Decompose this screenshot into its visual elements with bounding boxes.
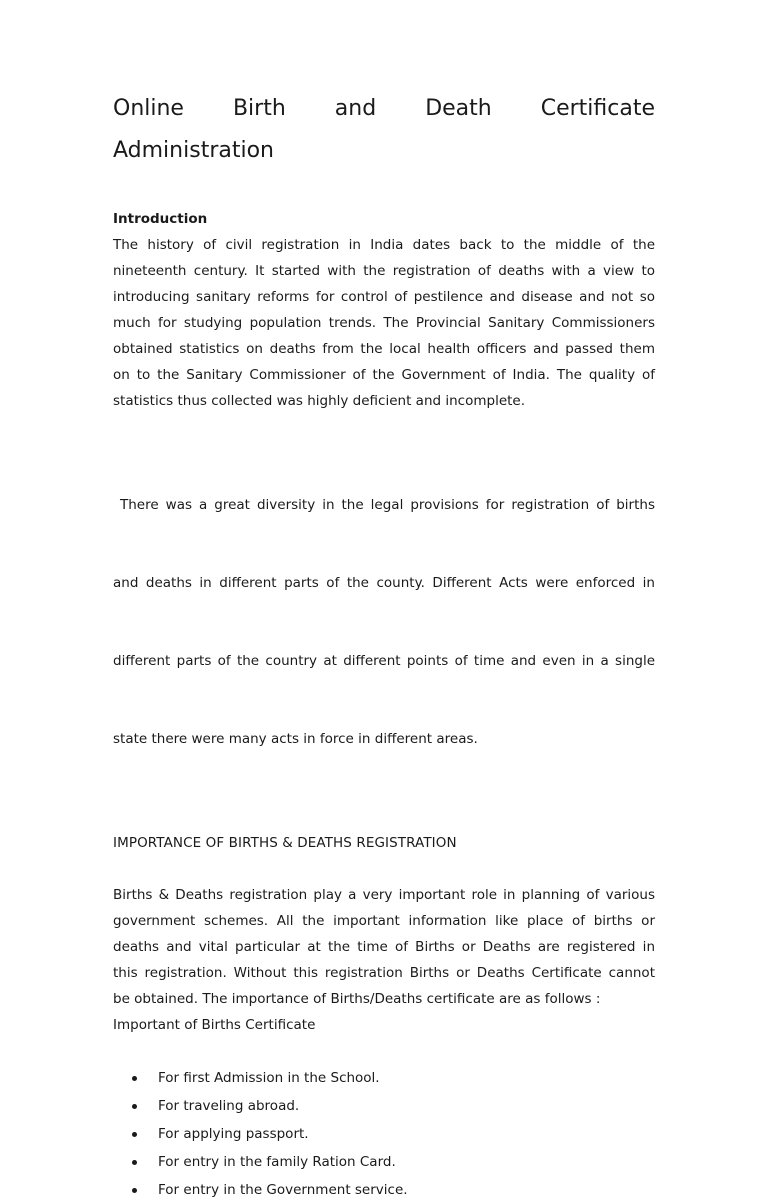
paragraph-line: introducing sanitary reforms for control of pestilence and disease and not so bbox=[113, 289, 655, 305]
spacer bbox=[113, 856, 655, 882]
spacer bbox=[113, 414, 655, 440]
paragraph-line: The history of civil registration in India dates back to the middle of the bbox=[113, 237, 655, 253]
paragraph-line: nineteenth century. It started with the registration of deaths with a view to bbox=[113, 263, 655, 279]
paragraph-line: and deaths in different parts of the county. Different Acts were enforced in bbox=[113, 575, 655, 591]
importance-paragraph bbox=[113, 882, 655, 1038]
document-title bbox=[113, 88, 655, 172]
list-item-text: For entry in the family Ration Card. bbox=[158, 1154, 396, 1170]
list-item bbox=[113, 1064, 655, 1092]
bullet-icon bbox=[132, 1104, 137, 1109]
paragraph-line: Important of Births Certificate bbox=[113, 1017, 316, 1033]
paragraph-line: government schemes. All the important information like place of births or bbox=[113, 913, 655, 929]
introduction-paragraph-2 bbox=[113, 440, 655, 804]
bullet-icon bbox=[132, 1076, 137, 1081]
paragraph-line: state there were many acts in force in different areas. bbox=[113, 731, 478, 747]
bullet-icon bbox=[132, 1160, 137, 1165]
paragraph-line: this registration. Without this registration Births or Deaths Certificate cannot bbox=[113, 965, 655, 981]
bullet-icon bbox=[132, 1188, 137, 1193]
title-line-2: Administration bbox=[113, 138, 274, 163]
paragraph-line: much for studying population trends. The Provincial Sanitary Commissioners bbox=[113, 315, 655, 331]
importance-heading: IMPORTANCE OF BIRTHS & DEATHS REGISTRATION bbox=[113, 835, 457, 851]
birth-certificate-uses-list bbox=[113, 1064, 655, 1204]
list-item bbox=[113, 1176, 655, 1204]
title-line-1 bbox=[113, 88, 655, 130]
title-word: Death bbox=[425, 96, 492, 121]
introduction-paragraph-1 bbox=[113, 232, 655, 414]
paragraph-line: Births & Deaths registration play a very important role in planning of various bbox=[113, 887, 655, 903]
spacer bbox=[113, 1038, 655, 1064]
title-word: and bbox=[334, 96, 377, 121]
paragraph-line: statistics thus collected was highly deficient and incomplete. bbox=[113, 393, 526, 409]
paragraph-line: deaths and vital particular at the time of Births or Deaths are registered in bbox=[113, 939, 655, 955]
list-item-text: For applying passport. bbox=[158, 1126, 309, 1142]
list-item bbox=[113, 1148, 655, 1176]
list-item-text: For entry in the Government service. bbox=[158, 1182, 408, 1198]
introduction-heading: Introduction bbox=[113, 211, 208, 227]
title-word: Certificate bbox=[540, 96, 655, 121]
title-word: Online bbox=[113, 96, 184, 121]
paragraph-line: different parts of the country at different points of time and even in a single bbox=[113, 653, 655, 669]
list-item-text: For traveling abroad. bbox=[158, 1098, 300, 1114]
paragraph-line: on to the Sanitary Commissioner of the Government of India. The quality of bbox=[113, 367, 655, 383]
list-item bbox=[113, 1092, 655, 1120]
paragraph-line: be obtained. The importance of Births/Deaths certificate are as follows : bbox=[113, 991, 601, 1007]
spacer bbox=[113, 804, 655, 830]
paragraph-line: There was a great diversity in the legal provisions for registration of births bbox=[113, 497, 655, 513]
document-page bbox=[113, 88, 655, 1204]
title-word: Birth bbox=[232, 96, 286, 121]
paragraph-line: obtained statistics on deaths from the local health officers and passed them bbox=[113, 341, 655, 357]
list-item-text: For first Admission in the School. bbox=[158, 1070, 380, 1086]
bullet-icon bbox=[132, 1132, 137, 1137]
list-item bbox=[113, 1120, 655, 1148]
